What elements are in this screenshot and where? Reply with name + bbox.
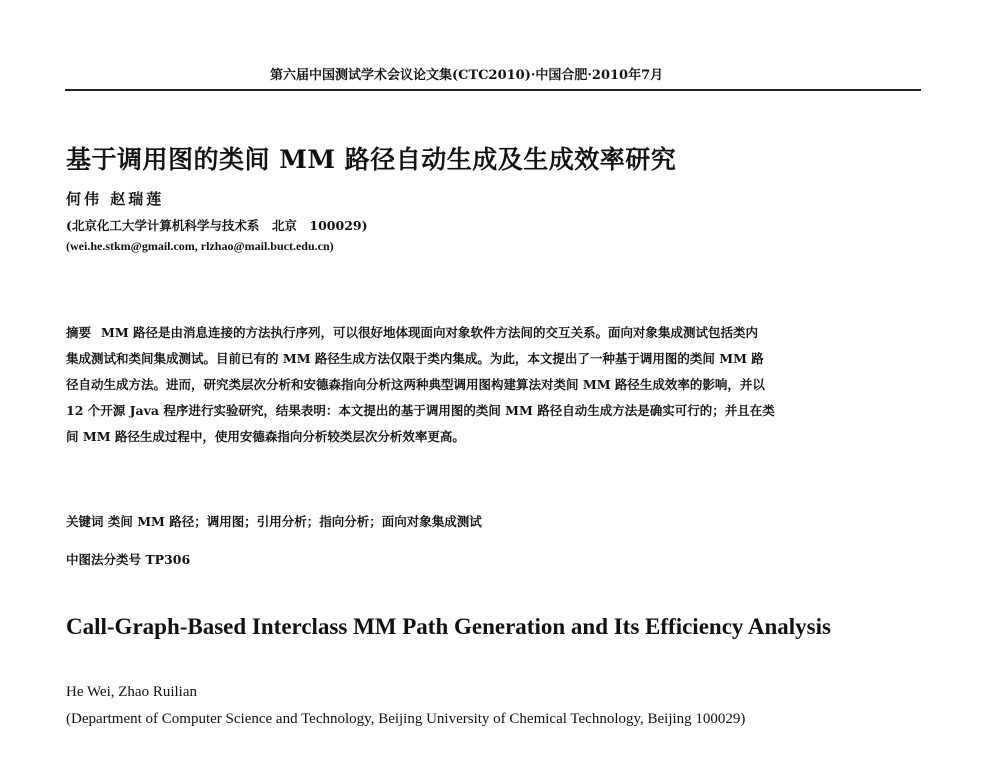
abstract-line: 径自动生成方法。进而，研究类层次分析和安德森指向分析这两种典型调用图构建算法对类间 MM 路径生成效率的影响，并以	[66, 377, 765, 392]
abstract-text: MM 路径是由消息连接的方法执行序列，可以很好地体现面向对象软件方法间的交互关系。面向对象集成测试包括类内	[101, 325, 759, 340]
abstract-line: 12 个开源 Java 程序进行实验研究，结果表明：本文提出的基于调用图的类间 MM 路径自动生成方法是确实可行的；并且在类	[66, 403, 775, 418]
running-header: 第六届中国测试学术会议论文集(CTC2010)·中国合肥·2010年7月	[270, 68, 664, 83]
abstract-line: 集成测试和类间集成测试。目前已有的 MM 路径生成方法仅限于类内集成。为此，本文提出了一种基于调用图的类间 MM 路	[66, 351, 764, 366]
authors-en: He Wei, Zhao Ruilian	[66, 684, 197, 700]
authors-cn: 何伟 赵瑞莲	[66, 190, 165, 208]
affiliation-cn: (北京化工大学计算机科学与技术系 北京 100029)	[66, 218, 368, 233]
header-rule	[65, 89, 921, 91]
abstract-label: 摘要	[66, 325, 92, 340]
department-en: (Department of Computer Science and Technology, Beijing University of Chemical Technology, Beijing 100029)	[66, 711, 746, 727]
abstract-line: 间 MM 路径生成过程中，使用安德森指向分析较类层次分析效率更高。	[66, 429, 465, 444]
paper-title-en: Call-Graph-Based Interclass MM Path Generation and Its Efficiency Analysis	[66, 614, 831, 639]
abstract-cn	[66, 322, 775, 452]
clc-number: 中图法分类号 TP306	[66, 552, 191, 567]
keywords: 关键词 类间 MM 路径；调用图；引用分析；指向分析；面向对象集成测试	[66, 514, 482, 529]
abstract-line	[66, 322, 775, 348]
author-emails: (wei.he.stkm@gmail.com, rlzhao@mail.buct.edu.cn)	[66, 239, 334, 253]
paper-title-cn: 基于调用图的类间 MM 路径自动生成及生成效率研究	[66, 145, 677, 174]
